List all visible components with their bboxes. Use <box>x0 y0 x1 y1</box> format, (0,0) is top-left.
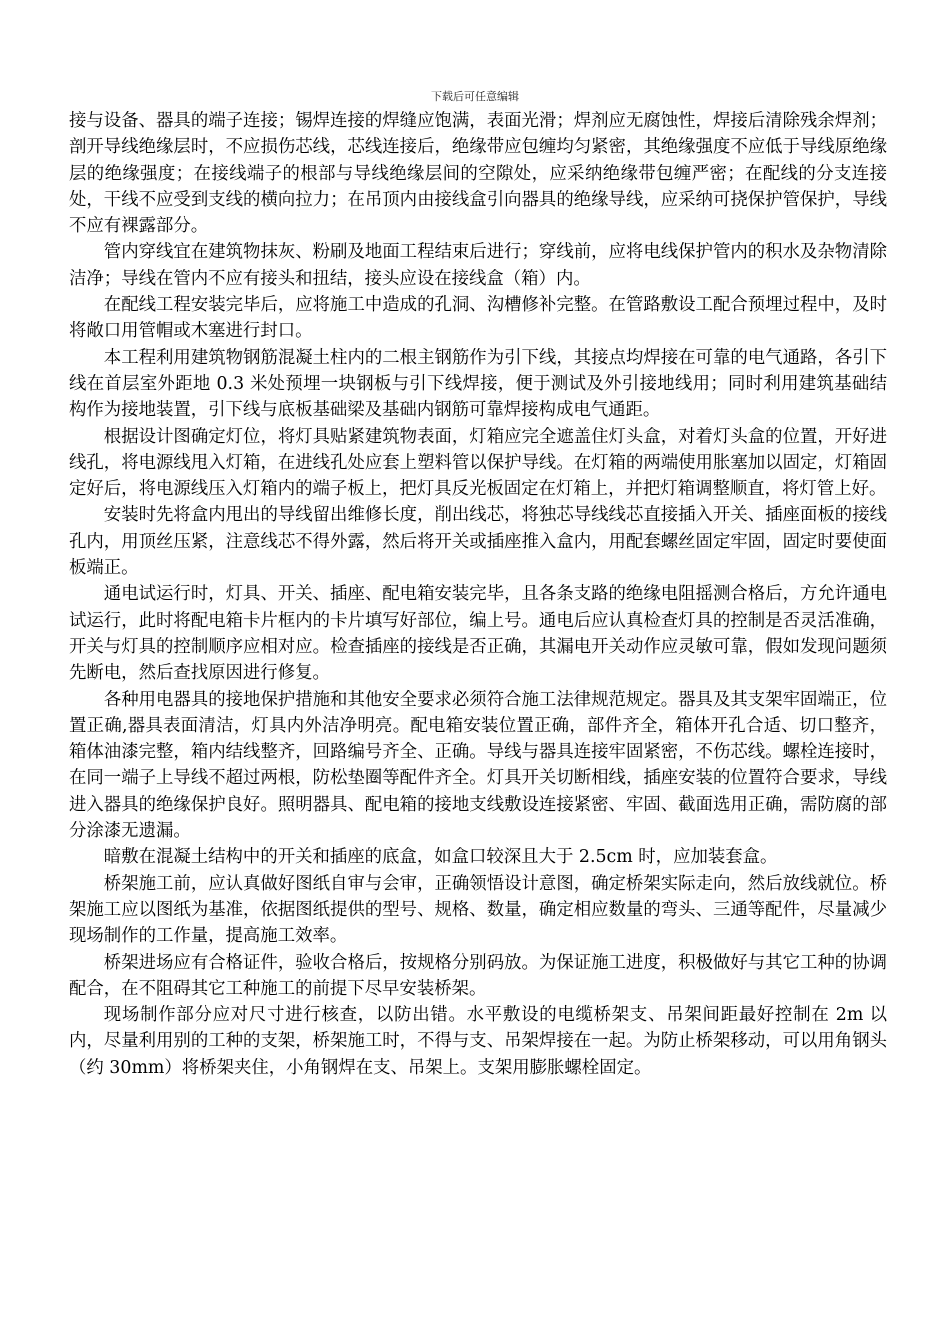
paragraph-concealed-box: 暗敷在混凝土结构中的开关和插座的底盒，如盒口较深且大于 2.5cm 时，应加装套盒。 <box>103 847 778 868</box>
paragraph-onsite-fabrication: 现场制作部分应对尺寸进行核查，以防出错。水平敷设的电缆桥架支、吊架间距最好控制在 2m 以内，尽量利用别的工种的支架，桥架施工时，不得与支、吊架焊接在一起。为防止桥架移动，可以用角钢头（约 30mm）将桥架夹住，小角钢焊在支、吊架上。支架用膨胀螺栓固定。 <box>69 1005 887 1078</box>
paragraph-wire-threading: 管内穿线宜在建筑物抹灰、粉刷及地面工程结束后进行；穿线前，应将电线保护管内的积水及杂物清除洁净；导线在管内不应有接头和扭结，接头应设在接线盒（箱）内。 <box>69 242 887 289</box>
paragraph-tray-preparation: 桥架施工前，应认真做好图纸自审与会审，正确领悟设计意图，确定桥架实际走向，然后放线就位。桥架施工应以图纸为基准，依据图纸提供的型号、规格、数量，确定相应数量的弯头、三通等配件，尽量减少现场制作的工作量，提高施工效率。 <box>69 873 887 947</box>
paragraph-down-conductor: 本工程利用建筑物钢筋混凝土柱内的二根主钢筋作为引下线，其接点均焊接在可靠的电气通路，各引下线在首层室外距地 0.3 米处预埋一块钢板与引下线焊接，便于测试及外引接地线用；同时利用建筑基础结构作为接地装置，引下线与底板基础梁及基础内钢筋可靠焊接构成电气通距。 <box>69 347 887 421</box>
header-note: 下载后可任意编辑 <box>431 90 519 103</box>
paragraph-hole-repair: 在配线工程安装完毕后，应将施工中造成的孔洞、沟槽修补完整。在管路敷设工配合预埋过程中，及时将敞口用管帽或木塞进行封口。 <box>69 295 887 342</box>
paragraph-continuation: 接与设备、器具的端子连接；锡焊连接的焊缝应饱满，表面光滑；焊剂应无腐蚀性，焊接后清除残余焊剂；剖开导线绝缘层时，不应损伤芯线，芯线连接后，绝缘带应包缠均匀紧密，其绝缘强度不应低于导线原绝缘层的绝缘强度；在接线端子的根部与导线绝缘层间的空隙处，应采纳绝缘带包缠严密；在配线的分支连接处，干线不应受到支线的横向拉力；在吊顶内由接线盒引向器具的绝缘导线，应采纳可挠保护管保护，导线不应有裸露部分。 <box>69 111 887 237</box>
paragraph-lamp-installation: 根据设计图确定灯位，将灯具贴紧建筑物表面，灯箱应完全遮盖住灯头盒，对着灯头盒的位置，开好进线孔，将电源线甩入灯箱，在进线孔处应套上塑料管以保护导线。在灯箱的两端使用胀塞加以固定，灯箱固定好后，将电源线压入灯箱内的端子板上，把灯具反光板固定在灯箱上，并把灯箱调整顺直，将灯管上好。 <box>69 426 887 500</box>
paragraph-trial-operation: 通电试运行时，灯具、开关、插座、配电箱安装完毕，且各条支路的绝缘电阻摇测合格后，方允许通电试运行，此时将配电箱卡片框内的卡片填写好部位，编上号。通电后应认真检查灯具的控制是否灵活准确，开关与灯具的控制顺序应相对应。检查插座的接线是否正确，其漏电开关动作应灵敏可靠，假如发现问题须先断电，然后查找原因进行修复。 <box>69 584 887 684</box>
paragraph-safety-requirements: 各种用电器具的接地保护措施和其他安全要求必须符合施工法律规范规定。器具及其支架牢固端正，位置正确,器具表面清洁，灯具内外洁净明亮。配电箱安装位置正确，部件齐全，箱体开孔合适、切口整齐，箱体油漆完整，箱内结线整齐，回路编号齐全、正确。导线与器具连接牢固紧密，不伤芯线。螺栓连接时，在同一端子上导线不超过两根，防松垫圈等配件齐全。灯具开关切断相线，插座安装的位置符合要求，导线进入器具的绝缘保护良好。照明器具、配电箱的接地支线敷设连接紧密、牢固、截面选用正确，需防腐的部分涂漆无遗漏。 <box>69 689 887 842</box>
paragraph-tray-delivery: 桥架进场应有合格证件，验收合格后，按规格分别码放。为保证施工进度，积极做好与其它工种的协调配合，在不阻碍其它工种施工的前提下尽早安装桥架。 <box>69 952 887 999</box>
document-body <box>69 108 887 1081</box>
paragraph-switch-socket: 安装时先将盒内甩出的导线留出维修长度，削出线芯，将独芯导线线芯直接插入开关、插座面板的接线孔内，用顶丝压紧，注意线芯不得外露，然后将开关或插座推入盒内，用配套螺丝固定牢固，固定时要使面板端正。 <box>69 505 887 579</box>
